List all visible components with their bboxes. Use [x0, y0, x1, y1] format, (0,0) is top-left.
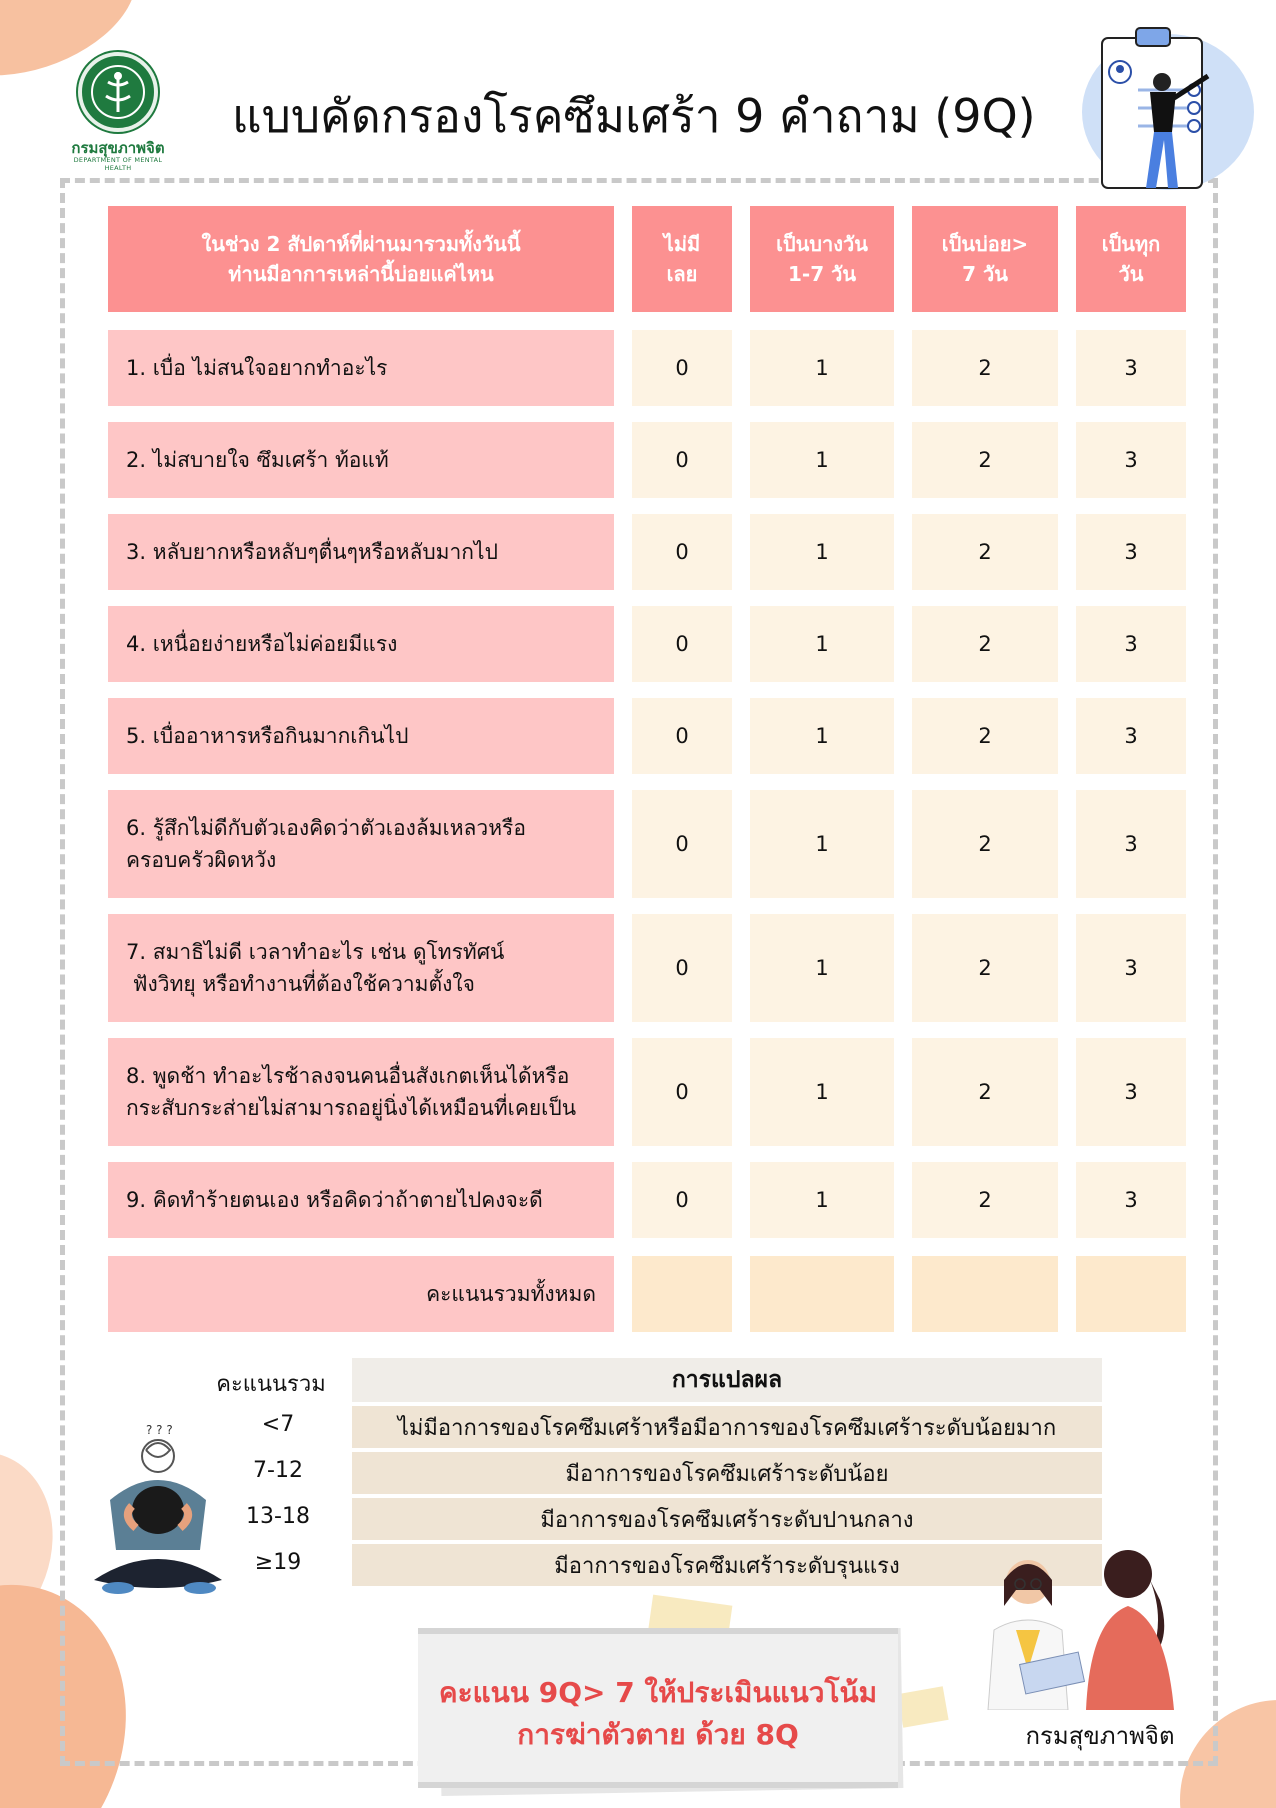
- question-5: 5. เบื่ออาหารหรือกินมากเกินไป: [108, 698, 614, 774]
- header-option-1: เป็นบางวัน 1-7 วัน: [750, 206, 894, 312]
- score-cell[interactable]: 2: [912, 698, 1058, 774]
- score-cell[interactable]: 0: [632, 422, 732, 498]
- department-logo: [60, 52, 176, 172]
- score-cell[interactable]: 1: [750, 914, 894, 1022]
- interpretation-header: การแปลผล: [352, 1358, 1102, 1402]
- score-cell[interactable]: 1: [750, 1162, 894, 1238]
- score-cell[interactable]: 0: [632, 606, 732, 682]
- score-cell[interactable]: 0: [632, 790, 732, 898]
- score-cell[interactable]: 3: [1076, 330, 1186, 406]
- score-cell[interactable]: 2: [912, 422, 1058, 498]
- score-cell[interactable]: 0: [632, 514, 732, 590]
- score-cell[interactable]: 2: [912, 330, 1058, 406]
- score-range: 7-12: [253, 1458, 303, 1483]
- interpretation-text: มีอาการของโรคซึมเศร้าระดับปานกลาง: [352, 1496, 1102, 1540]
- question-7: 7. สมาธิไม่ดี เวลาทำอะไร เช่น ดูโทรทัศน์ ฟังวิทยุ หรือทำงานที่ต้องใช้ความตั้งใจ: [108, 914, 614, 1022]
- score-cell[interactable]: 1: [750, 1038, 894, 1146]
- header-option-2: เป็นบ่อย> 7 วัน: [912, 206, 1058, 312]
- interpretation-text: มีอาการของโรคซึมเศร้าระดับรุนแรง: [352, 1542, 1102, 1586]
- total-score-cell[interactable]: [750, 1256, 894, 1332]
- score-cell[interactable]: 0: [632, 330, 732, 406]
- question-2: 2. ไม่สบายใจ ซึมเศร้า ท้อแท้: [108, 422, 614, 498]
- interpretation-text: ไม่มีอาการของโรคซึมเศร้าหรือมีอาการของโรคซึมเศร้าระดับน้อยมาก: [352, 1404, 1102, 1448]
- score-cell[interactable]: 2: [912, 1162, 1058, 1238]
- total-score-cell[interactable]: [1076, 1256, 1186, 1332]
- score-cell[interactable]: 3: [1076, 698, 1186, 774]
- score-range: <7: [261, 1412, 295, 1437]
- score-cell[interactable]: 2: [912, 514, 1058, 590]
- header-option-0: ไม่มี เลย: [632, 206, 732, 312]
- score-cell[interactable]: 3: [1076, 790, 1186, 898]
- logo-subtitle: DEPARTMENT OF MENTAL HEALTH: [73, 156, 163, 172]
- svg-text:? ? ?: ? ? ?: [146, 1423, 173, 1437]
- score-cell[interactable]: 0: [632, 1162, 732, 1238]
- header-question: ในช่วง 2 สัปดาห์ที่ผ่านมารวมทั้งวันนี้ ท่านมีอาการเหล่านี้บ่อยแค่ไหน: [108, 206, 614, 312]
- score-cell[interactable]: 3: [1076, 1162, 1186, 1238]
- footer-department: กรมสุขภาพจิต: [1025, 1722, 1175, 1750]
- score-range: ≥19: [254, 1550, 302, 1575]
- score-cell[interactable]: 3: [1076, 422, 1186, 498]
- ministry-seal-icon: [78, 52, 158, 132]
- score-cell[interactable]: 3: [1076, 914, 1186, 1022]
- note-line-2: การฆ่าตัวตาย ด้วย 8Q: [517, 1718, 799, 1751]
- stressed-person-illustration: [88, 1420, 228, 1600]
- question-4: 4. เหนื่อยง่ายหรือไม่ค่อยมีแรง: [108, 606, 614, 682]
- score-cell[interactable]: 1: [750, 698, 894, 774]
- score-cell[interactable]: 3: [1076, 606, 1186, 682]
- score-cell[interactable]: 2: [912, 606, 1058, 682]
- score-cell[interactable]: 1: [750, 514, 894, 590]
- score-range: 13-18: [246, 1504, 310, 1529]
- score-cell[interactable]: 1: [750, 330, 894, 406]
- score-cell[interactable]: 0: [632, 698, 732, 774]
- score-cell[interactable]: 2: [912, 790, 1058, 898]
- checklist-illustration: [1058, 20, 1254, 200]
- score-cell[interactable]: 2: [912, 1038, 1058, 1146]
- total-score-cell[interactable]: [632, 1256, 732, 1332]
- score-cell[interactable]: 1: [750, 606, 894, 682]
- score-cell[interactable]: 2: [912, 914, 1058, 1022]
- note-line-1: คะแนน 9Q> 7 ให้ประเมินแนวโน้ม: [438, 1676, 878, 1709]
- total-score-cell[interactable]: [912, 1256, 1058, 1332]
- tape-decor: [897, 1686, 948, 1727]
- score-cell[interactable]: 3: [1076, 514, 1186, 590]
- note-text: [418, 1672, 898, 1756]
- score-cell[interactable]: 3: [1076, 1038, 1186, 1146]
- interpretation-text: มีอาการของโรคซึมเศร้าระดับน้อย: [352, 1450, 1102, 1494]
- score-cell[interactable]: 1: [750, 422, 894, 498]
- score-column-label: คะแนนรวม: [216, 1372, 326, 1397]
- question-8: 8. พูดช้า ทำอะไรช้าลงจนคนอื่นสังเกตเห็นได้หรือ กระสับกระส่ายไม่สามารถอยู่นิ่งได้เหมือนที่เคยเป็น: [108, 1038, 614, 1146]
- question-3: 3. หลับยากหรือหลับๆตื่นๆหรือหลับมากไป: [108, 514, 614, 590]
- total-score-label: คะแนนรวมทั้งหมด: [108, 1256, 614, 1332]
- consultation-illustration: [960, 1540, 1190, 1710]
- score-cell[interactable]: 0: [632, 1038, 732, 1146]
- score-cell[interactable]: 1: [750, 790, 894, 898]
- question-1: 1. เบื่อ ไม่สนใจอยากทำอะไร: [108, 330, 614, 406]
- question-6: 6. รู้สึกไม่ดีกับตัวเองคิดว่าตัวเองล้มเหลวหรือ ครอบครัวผิดหวัง: [108, 790, 614, 898]
- header-option-3: เป็นทุก วัน: [1076, 206, 1186, 312]
- page-title: แบบคัดกรองโรคซึมเศร้า 9 คำถาม (9Q): [232, 89, 1036, 143]
- logo-name: กรมสุขภาพจิต: [71, 139, 165, 157]
- question-9: 9. คิดทำร้ายตนเอง หรือคิดว่าถ้าตายไปคงจะดี: [108, 1162, 614, 1238]
- score-cell[interactable]: 0: [632, 914, 732, 1022]
